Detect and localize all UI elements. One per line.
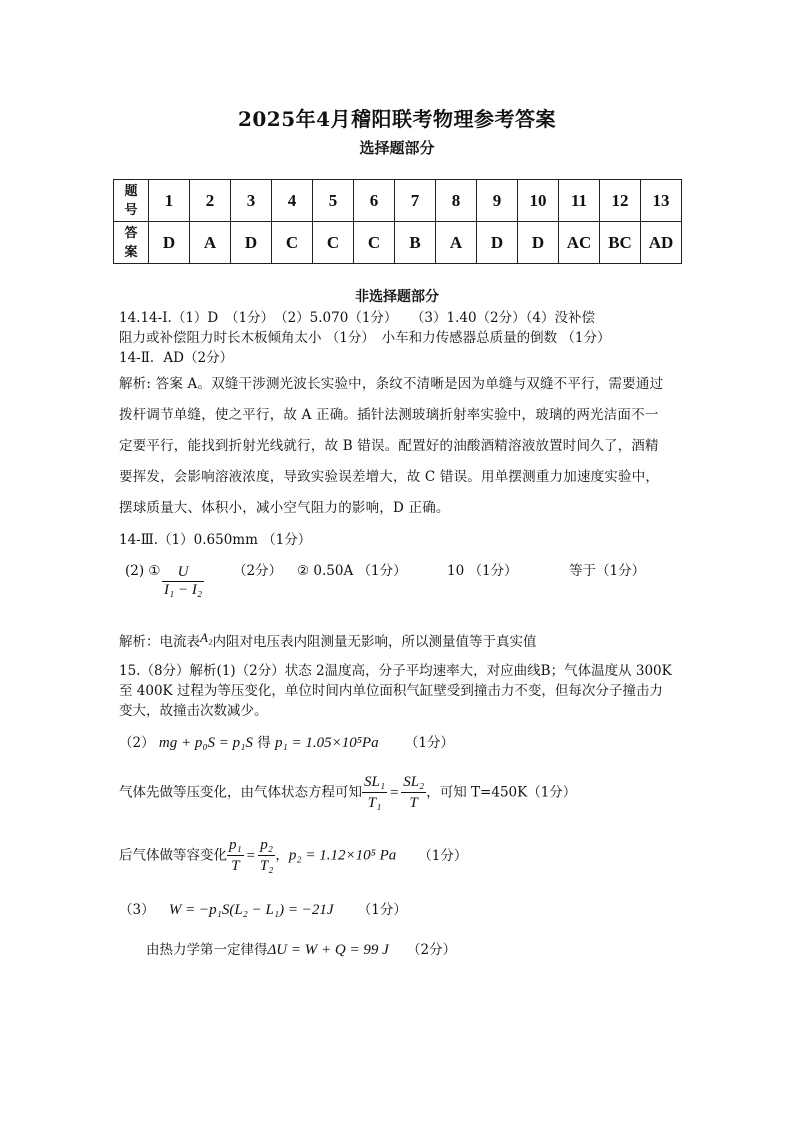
q15-part3-line: （3） W = −p₁S(L₂ − L₁) = −21J （1分） <box>119 902 407 918</box>
q14-analysis-line1: 解析: 答案 A。双缝干涉测光波长实验中，条纹不清晰是因为单缝与双缝不平行，需要通过 <box>119 376 664 392</box>
ammeter-symbol: A₂ <box>200 630 213 645</box>
number-cell: 12 <box>600 180 641 222</box>
number-cell: 7 <box>395 180 436 222</box>
number-cell: 1 <box>149 180 190 222</box>
answer-cell: D <box>231 222 272 264</box>
number-cell: 2 <box>190 180 231 222</box>
q14-iii-line1: 14-Ⅲ.（1）0.650mm （1分） <box>119 532 312 548</box>
q14-iii-analysis: 解析：电流表A₂内阻对电压表内阻测量无影响，所以测量值等于真实值 <box>119 630 537 650</box>
fraction-denominator: I₁ − I₂ <box>164 582 203 598</box>
table-row-numbers <box>114 180 682 222</box>
fraction-p2-t2: $\frac{\text{p₂}}{\text{T₂}}$ <box>259 837 274 874</box>
number-cell: 6 <box>354 180 395 222</box>
table-row-answers <box>114 222 682 264</box>
q14-iii-prefix: (2) ① <box>125 563 161 579</box>
q14-analysis-line4: 要挥发，会影响溶液浓度，导致实验误差增大，故 C 错误。用单摆测重力加速度实验中， <box>119 469 660 485</box>
section-heading-choice: 选择题部分 <box>359 139 435 157</box>
q14-line3: 14-Ⅱ．AD（2分） <box>119 350 234 366</box>
answer-cell: AD <box>641 222 682 264</box>
number-cell: 3 <box>231 180 272 222</box>
header-cell-answer: 答 案 <box>114 222 149 264</box>
q15-part2-line: （2） mg + p₀S = p₁S 得 p₁ = 1.05×10⁵Pa （1分） <box>119 735 454 751</box>
equation-force-balance: mg + p₀S = p₁S <box>158 735 253 751</box>
number-cell: 13 <box>641 180 682 222</box>
q14-analysis-line5: 摆球质量大、体积小，减小空气阻力的影响，D 正确。 <box>119 500 450 516</box>
fraction-sl1-t1: $\frac{\text{SL₁}}{\text{T₁}}$ <box>364 774 386 811</box>
q15-isobaric-line: 气体先做等压变化，由气体状态方程可知 $\frac{\text{SL₁}}{\text{T₁}}$ = $\frac{\text{SL₂}}{T}$ ，可知 T=450K（1分） <box>119 774 577 811</box>
result-p2: p₂ = 1.12×10⁵ Pa <box>288 847 397 864</box>
q14-iii-part2: ② 0.50A （1分） <box>297 563 407 579</box>
q15-line2: 至 400K 过程为等压变化，单位时间内单位面积气缸壁受到撞击力不变，但每次分子撞击力 <box>119 683 663 699</box>
number-cell: 11 <box>559 180 600 222</box>
fraction-numerator: U <box>162 564 204 582</box>
answer-cell: A <box>190 222 231 264</box>
answer-cell: AC <box>559 222 600 264</box>
equation-first-law: ΔU = W + Q = 99 J <box>267 942 389 958</box>
answer-cell: BC <box>600 222 641 264</box>
answer-cell: A <box>436 222 477 264</box>
q14-iii-score1: （2分） <box>233 563 283 579</box>
answer-cell: C <box>313 222 354 264</box>
q15-line3: 变大，故撞击次数减少。 <box>119 703 268 719</box>
number-cell: 10 <box>518 180 559 222</box>
header-cell-number: 题 号 <box>114 180 149 222</box>
fraction-sl2-t: $\frac{\text{SL₂}}{T}$ <box>403 774 425 811</box>
answer-table <box>113 179 682 264</box>
answer-cell: C <box>354 222 395 264</box>
q14-analysis-line3: 定要平行，能找到折射光线就行，故 B 错误。配置好的油酸酒精溶液放置时间久了，酒精 <box>119 438 659 454</box>
number-cell: 4 <box>272 180 313 222</box>
q14-iii-fraction <box>162 564 204 599</box>
number-cell: 5 <box>313 180 354 222</box>
number-cell: 8 <box>436 180 477 222</box>
answer-cell: D <box>149 222 190 264</box>
section-heading-nonchoice: 非选择题部分 <box>355 289 439 305</box>
q15-line1: 15.（8分）解析(1)（2分）状态 2温度高，分子平均速率大，对应曲线B；气体温度从 300K <box>119 663 672 679</box>
answer-cell: D <box>518 222 559 264</box>
q14-line2: 阻力或补偿阻力时长木板倾角太小 （1分） 小车和力传感器总质量的倒数 （1分） <box>119 330 611 346</box>
q14-analysis-line2: 拨杆调节单缝，使之平行，故 A 正确。插针法测玻璃折射率实验中，玻璃的两光洁面不一 <box>119 407 659 423</box>
equation-work: W = −p₁S(L₂ − L₁) = −21J <box>168 902 334 918</box>
q14-iii-part3: 10 （1分） <box>447 563 518 579</box>
result-p1: p₁ = 1.05×10⁵Pa <box>275 735 379 751</box>
number-cell: 9 <box>477 180 518 222</box>
answer-cell: D <box>477 222 518 264</box>
page-title: 2025年4月稽阳联考物理参考答案 <box>237 107 557 131</box>
q15-isochoric-line: 后气体做等容变化 $\frac{\text{p₁}}{T}$ = $\frac{\text{p₂}}{\text{T₂}}$ ，p₂ = 1.12×10⁵ Pa （1分） <box>119 837 468 874</box>
q14-line1: 14.14-Ⅰ.（1）D （1分） （2）5.070（1分） （3）1.40（2分）（4）没补偿 <box>119 310 595 326</box>
q15-part4-line: 由热力学第一定律得ΔU = W + Q = 99 J （2分） <box>146 942 457 958</box>
answer-cell: B <box>395 222 436 264</box>
answer-cell: C <box>272 222 313 264</box>
fraction-p1-t: $\frac{\text{p₁}}{T}$ <box>229 837 242 874</box>
q14-iii-part4: 等于（1分） <box>569 563 646 579</box>
